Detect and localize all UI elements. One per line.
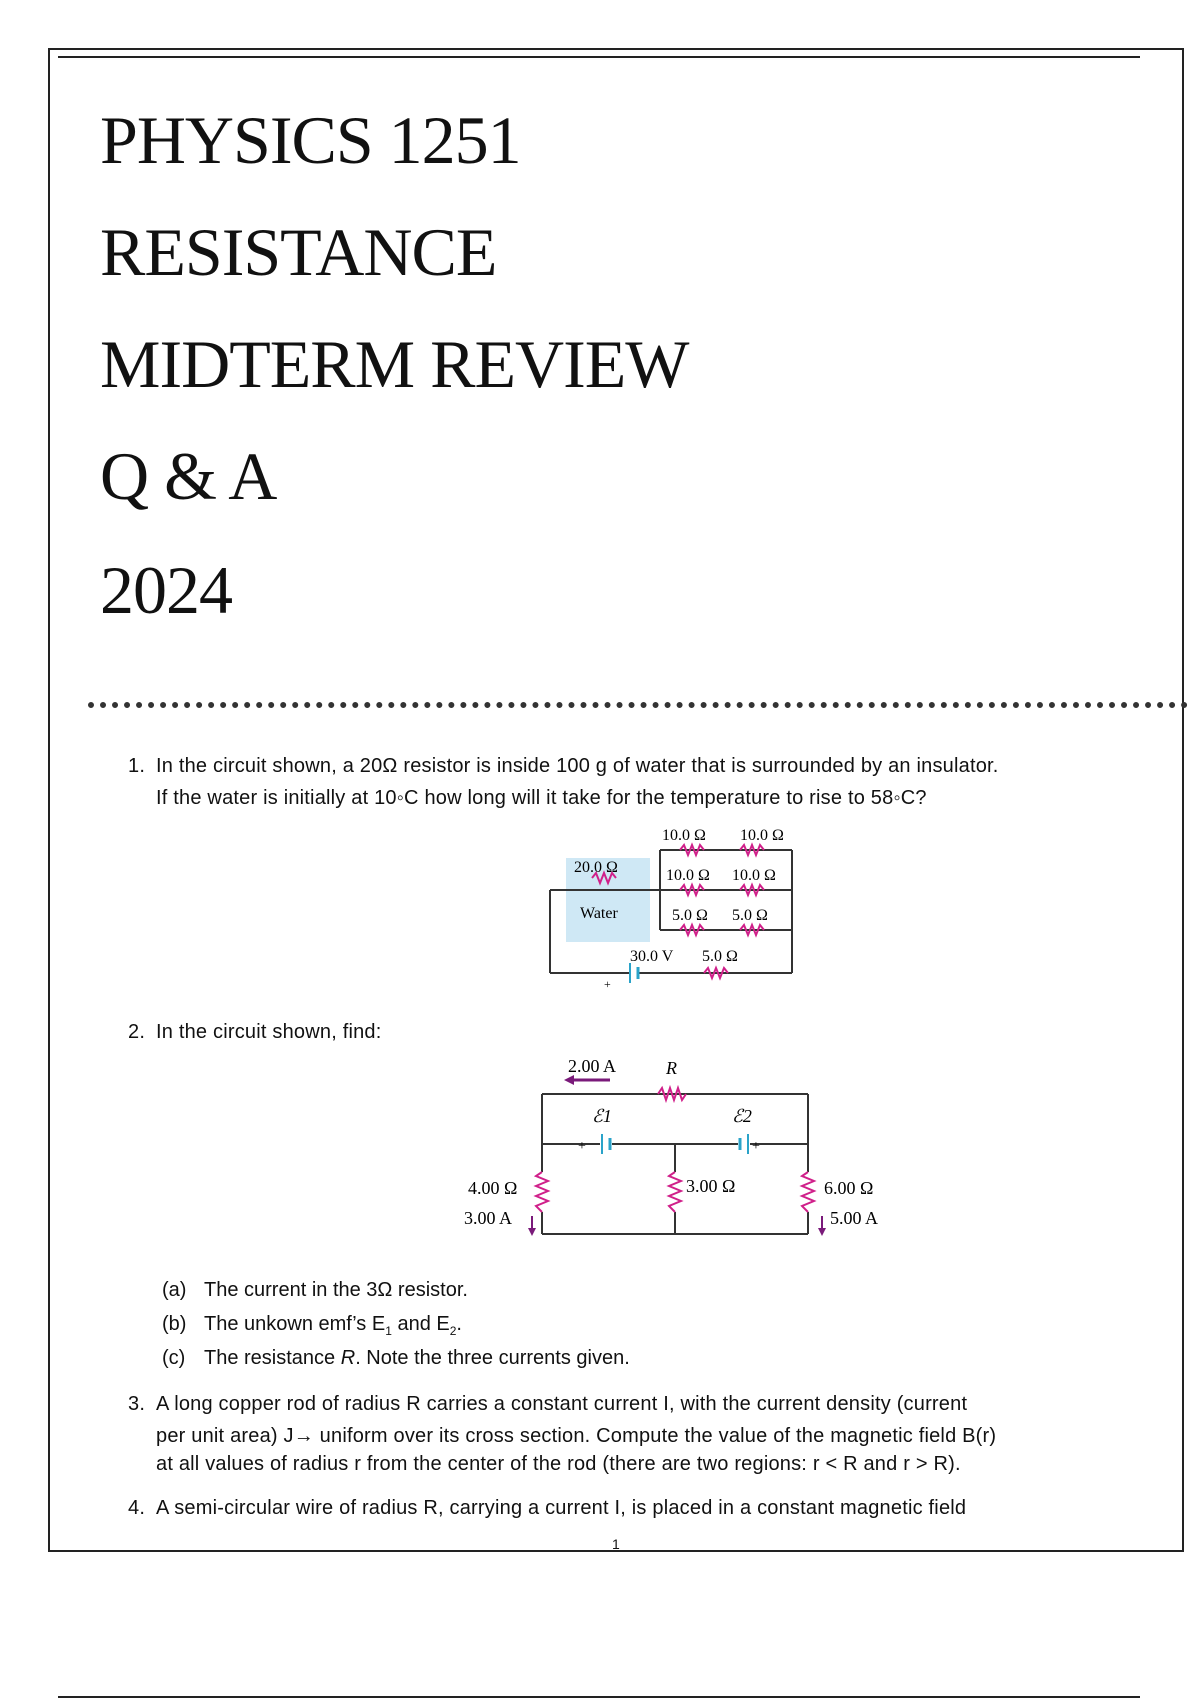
question-text-line: per unit area) J→ uniform over its cross section. Compute the value of the magnetic field B(r) bbox=[156, 1425, 997, 1447]
question-text-line: A semi-circular wire of radius R, carrying a current I, is placed in a constant magnetic field bbox=[156, 1497, 967, 1519]
emf-label: ℰ2 bbox=[732, 1106, 752, 1126]
circuit-diagram-2 bbox=[460, 1054, 900, 1244]
battery-label: 30.0 V bbox=[630, 948, 674, 965]
question-2-part-a bbox=[162, 1274, 468, 1306]
topic-title: RESISTANCE bbox=[100, 214, 497, 290]
question-text-line: If the water is initially at 10◦C how long will it take for the temperature to rise to 58◦C? bbox=[156, 787, 927, 809]
resistor-label: 10.0 Ω bbox=[732, 867, 776, 884]
subscript: 2 bbox=[449, 1324, 457, 1338]
subscript: 1 bbox=[385, 1324, 392, 1338]
variable: R bbox=[340, 1347, 356, 1369]
review-title: MIDTERM REVIEW bbox=[100, 326, 689, 402]
part-text: . Note the three currents given. bbox=[355, 1347, 630, 1369]
current-label: 3.00 A bbox=[464, 1208, 513, 1228]
resistor-label: 5.0 Ω bbox=[702, 948, 738, 965]
page-number: 1 bbox=[612, 1536, 620, 1552]
resistor-label: 10.0 Ω bbox=[740, 827, 784, 844]
resistor-label: R bbox=[666, 1058, 677, 1078]
part-label: (a) bbox=[162, 1279, 187, 1301]
qa-title: Q & A bbox=[100, 438, 277, 514]
resistor-label: 3.00 Ω bbox=[686, 1176, 736, 1196]
part-text: The resistance bbox=[204, 1347, 341, 1369]
question-text-line: In the circuit shown, find: bbox=[156, 1021, 382, 1043]
question-number: 2. bbox=[128, 1021, 146, 1043]
question-text-line: A long copper rod of radius R carries a constant current I, with the current density (current bbox=[156, 1393, 968, 1415]
plus-sign: + bbox=[578, 1139, 586, 1154]
part-text: The current in the 3Ω resistor. bbox=[204, 1279, 468, 1301]
question-text-line: at all values of radius r from the center of the rod (there are two regions: r < R and r > R). bbox=[156, 1453, 961, 1475]
question-text-line: In the circuit shown, a 20Ω resistor is inside 100 g of water that is surrounded by an insulator. bbox=[156, 755, 999, 777]
question-number: 1. bbox=[128, 755, 146, 777]
resistor-label: 5.0 Ω bbox=[732, 907, 768, 924]
emf-label: ℰ1 bbox=[592, 1106, 612, 1126]
circuit-diagram-1 bbox=[540, 818, 820, 988]
resistor-label: 10.0 Ω bbox=[662, 827, 706, 844]
resistor-label: 6.00 Ω bbox=[824, 1178, 874, 1198]
part-text: The unkown emf’s E bbox=[204, 1313, 386, 1335]
course-title: PHYSICS 1251 bbox=[100, 102, 521, 178]
bottom-rule bbox=[58, 1696, 1140, 1698]
part-label: (c) bbox=[162, 1347, 186, 1369]
top-rule bbox=[58, 56, 1140, 58]
year-title: 2024 bbox=[100, 552, 232, 628]
part-label: (b) bbox=[162, 1313, 187, 1335]
plus-sign: + bbox=[604, 977, 611, 988]
resistor-label: 20.0 Ω bbox=[574, 859, 618, 876]
part-text: . bbox=[456, 1313, 462, 1335]
part-text: and E bbox=[391, 1313, 450, 1335]
question-number: 4. bbox=[128, 1497, 146, 1519]
question-number: 3. bbox=[128, 1393, 146, 1415]
resistor-label: 10.0 Ω bbox=[666, 867, 710, 884]
current-label: 5.00 A bbox=[830, 1208, 879, 1228]
question-2-part-c bbox=[162, 1342, 630, 1374]
plus-sign: + bbox=[752, 1139, 760, 1154]
dotted-separator bbox=[88, 702, 1188, 708]
water-label: Water bbox=[580, 905, 618, 922]
current-label: 2.00 A bbox=[568, 1056, 617, 1076]
resistor-label: 5.0 Ω bbox=[672, 907, 708, 924]
resistor-label: 4.00 Ω bbox=[468, 1178, 518, 1198]
